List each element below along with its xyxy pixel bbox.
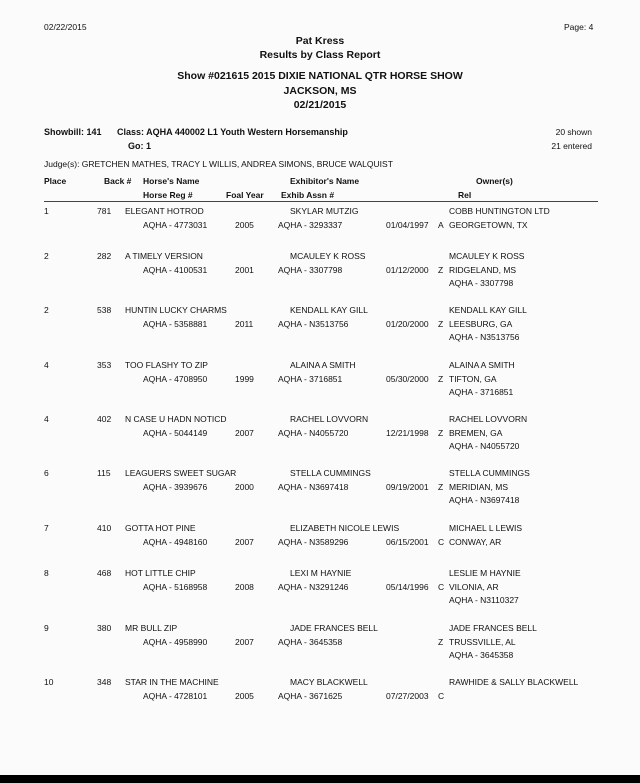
place: 4 [44,360,49,370]
place: 1 [44,206,49,216]
back-number: 115 [97,468,111,478]
place: 9 [44,623,49,633]
foal-year: 2007 [235,537,254,547]
owner-assn: AQHA - N3513756 [449,332,520,342]
exhibitor-name: MACY BLACKWELL [290,677,368,687]
table-row [0,206,640,256]
owner-name: RACHEL LOVVORN [449,414,528,424]
go-number: Go: 1 [128,141,152,151]
owner-name: JADE FRANCES BELL [449,623,537,633]
exhibitor-dob: 01/12/2000 [386,265,429,275]
exhib-assn: AQHA - N3589296 [278,537,349,547]
exhib-assn: AQHA - N3697418 [278,482,349,492]
place: 7 [44,523,49,533]
horse-name: N CASE U HADN NOTICD [125,414,227,424]
back-number: 380 [97,623,112,633]
horse-name: LEAGUERS SWEET SUGAR [125,468,237,478]
exhib-assn: AQHA - N3513756 [278,319,349,329]
show-location: JACKSON, MS [283,85,357,97]
exhibitor-dob: 12/21/1998 [386,428,429,438]
exhib-assn: AQHA - 3645358 [278,637,343,647]
place: 8 [44,568,49,578]
col-exhib-assn: Exhib Assn # [281,190,335,200]
foal-year: 2011 [235,319,254,329]
horse-name: HOT LITTLE CHIP [125,568,196,578]
owner-city: GEORGETOWN, TX [449,220,528,230]
foal-year: 2008 [235,582,254,592]
entered-count: 21 entered [551,141,592,151]
place: 10 [44,677,54,687]
rel-code: Z [438,265,444,275]
exhibitor-name: SKYLAR MUTZIG [290,206,359,216]
place: 2 [44,251,49,261]
back-number: 353 [97,360,112,370]
rel-code: Z [438,482,444,492]
owner-assn: AQHA - N3697418 [449,495,520,505]
horse-name: ELEGANT HOTROD [125,206,204,216]
back-number: 538 [97,305,112,315]
horse-reg: AQHA - 5358881 [143,319,208,329]
foal-year: 1999 [235,374,254,384]
place: 6 [44,468,49,478]
class-name: Class: AQHA 440002 L1 Youth Western Horsemanship [117,127,348,137]
owner-name: MICHAEL L LEWIS [449,523,523,533]
exhibitor-name: RACHEL LOVVORN [290,414,369,424]
owner-name: MCAULEY K ROSS [449,251,525,261]
exhib-assn: AQHA - N3291246 [278,582,349,592]
col-back: Back # [104,176,132,186]
print-date: 02/22/2015 [44,22,87,32]
owner-name: LESLIE M HAYNIE [449,568,521,578]
report-owner: Pat Kress [295,35,345,47]
table-row [0,414,640,464]
col-foal-year: Foal Year [226,190,264,200]
exhibitor-name: JADE FRANCES BELL [290,623,378,633]
owner-assn: AQHA - N3110327 [449,595,519,605]
exhibitor-dob: 09/19/2001 [386,482,429,492]
col-exhibitor: Exhibitor's Name [290,176,360,186]
table-row [0,568,640,618]
horse-name: MR BULL ZIP [125,623,178,633]
horse-name: A TIMELY VERSION [125,251,203,261]
horse-reg: AQHA - 3939676 [143,482,208,492]
rel-code: C [438,582,445,592]
owner-city: BREMEN, GA [449,428,503,438]
foal-year: 2005 [235,691,254,701]
owner-name: ALAINA A SMITH [449,360,515,370]
col-horse-name: Horse's Name [143,176,200,186]
exhib-assn: AQHA - 3671625 [278,691,343,701]
foal-year: 2005 [235,220,254,230]
exhibitor-dob: 01/04/1997 [386,220,429,230]
exhibitor-dob: 01/20/2000 [386,319,429,329]
foal-year: 2007 [235,637,254,647]
foal-year: 2001 [235,265,254,275]
show-title: Show #021615 2015 DIXIE NATIONAL QTR HORSE SHOW [177,70,463,82]
page-number: Page: 4 [564,22,594,32]
shown-count: 20 shown [555,127,592,137]
owner-assn: AQHA - 3716851 [449,387,514,397]
horse-name: TOO FLASHY TO ZIP [125,360,208,370]
judges-line: Judge(s): GRETCHEN MATHES, TRACY L WILLIS, ANDREA SIMONS, BRUCE WALQUIST [44,159,393,169]
table-row [0,677,640,727]
horse-reg: AQHA - 4100531 [143,265,208,275]
owner-city: MERIDIAN, MS [449,482,509,492]
exhib-assn: AQHA - 3307798 [278,265,343,275]
horse-reg: AQHA - 4708950 [143,374,208,384]
table-row [0,251,640,301]
owner-name: RAWHIDE & SALLY BLACKWELL [449,677,579,687]
rel-code: A [438,220,444,230]
foal-year: 2007 [235,428,254,438]
horse-reg: AQHA - 5044149 [143,428,208,438]
back-number: 410 [97,523,112,533]
showbill-number: Showbill: 141 [44,127,102,137]
foal-year: 2000 [235,482,254,492]
table-row [0,468,640,518]
exhibitor-name: MCAULEY K ROSS [290,251,366,261]
exhibitor-dob: 05/30/2000 [386,374,429,384]
horse-reg: AQHA - 4728101 [143,691,208,701]
owner-city: RIDGELAND, MS [449,265,517,275]
exhibitor-name: ELIZABETH NICOLE LEWIS [290,523,400,533]
table-row [0,623,640,673]
owner-name: KENDALL KAY GILL [449,305,527,315]
exhibitor-dob: 07/27/2003 [386,691,429,701]
col-horse-reg: Horse Reg # [143,190,193,200]
exhibitor-name: ALAINA A SMITH [290,360,356,370]
rel-code: Z [438,374,444,384]
col-place: Place [44,176,67,186]
exhib-assn: AQHA - 3293337 [278,220,343,230]
owner-assn: AQHA - 3645358 [449,650,514,660]
back-number: 282 [97,251,112,261]
show-date: 02/21/2015 [293,99,347,111]
owner-assn: AQHA - N4055720 [449,441,520,451]
exhibitor-dob: 06/15/2001 [386,537,429,547]
exhibitor-name: KENDALL KAY GILL [290,305,368,315]
header-rule [44,201,598,202]
exhib-assn: AQHA - 3716851 [278,374,343,384]
owner-city: LEESBURG, GA [449,319,513,329]
table-row [0,360,640,410]
place: 4 [44,414,49,424]
back-number: 468 [97,568,112,578]
col-owner: Owner(s) [476,176,513,186]
owner-assn: AQHA - 3307798 [449,278,514,288]
exhibitor-name: LEXI M HAYNIE [290,568,352,578]
place: 2 [44,305,49,315]
exhibitor-name: STELLA CUMMINGS [290,468,371,478]
owner-name: STELLA CUMMINGS [449,468,530,478]
rel-code: Z [438,637,444,647]
exhib-assn: AQHA - N4055720 [278,428,349,438]
horse-name: STAR IN THE MACHINE [125,677,219,687]
exhibitor-dob: 05/14/1996 [386,582,429,592]
report-title: Results by Class Report [259,49,381,61]
horse-reg: AQHA - 4773031 [143,220,208,230]
rel-code: Z [438,319,444,329]
col-rel: Rel [458,190,472,200]
back-number: 348 [97,677,112,687]
horse-reg: AQHA - 4958990 [143,637,208,647]
owner-city: VILONIA, AR [449,582,499,592]
owner-city: CONWAY, AR [449,537,502,547]
owner-city: TRUSSVILLE, AL [449,637,516,647]
horse-reg: AQHA - 4948160 [143,537,208,547]
back-number: 402 [97,414,112,424]
owner-name: COBB HUNTINGTON LTD [449,206,550,216]
rel-code: C [438,691,445,701]
horse-reg: AQHA - 5168958 [143,582,208,592]
owner-city: TIFTON, GA [449,374,497,384]
rel-code: Z [438,428,444,438]
table-row [0,523,640,573]
horse-name: GOTTA HOT PINE [125,523,196,533]
table-row [0,305,640,355]
horse-name: HUNTIN LUCKY CHARMS [125,305,227,315]
rel-code: C [438,537,445,547]
back-number: 781 [97,206,112,216]
